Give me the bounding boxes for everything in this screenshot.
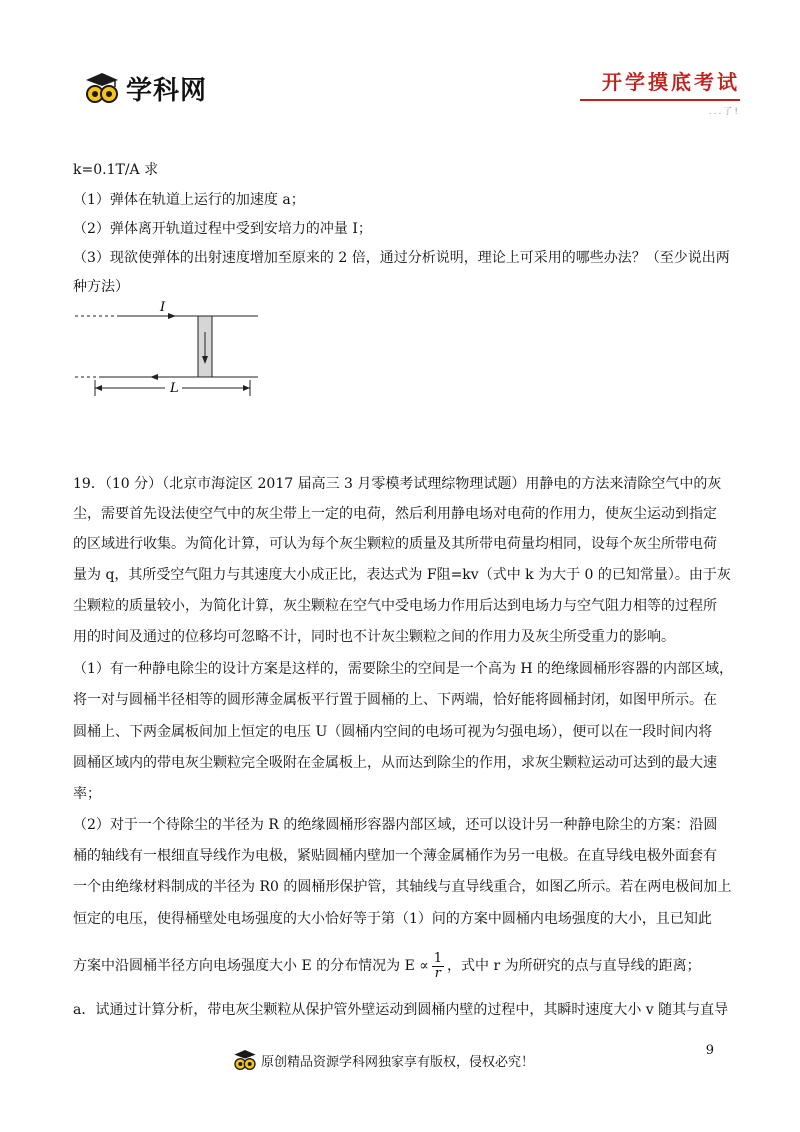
fraction-denominator: r xyxy=(434,965,441,981)
q19-part2-3: 一个由绝缘材料制成的半径为 R0 的圆桶形保护管，其轴线与直导线重合，如图乙所示。若在两电极间加上 xyxy=(73,879,732,895)
q19-intro-5: 尘颗粒的质量较小，为简化计算，灰尘颗粒在空气中受电场力作用后达到电场力与空气阻力相等的过程所 xyxy=(73,598,717,614)
q19-part1-4: 圆桶区域内的带电灰尘颗粒完全吸附在金属板上，从而达到除尘的作用，求灰尘颗粒运动可达到的最大速 xyxy=(73,755,717,771)
logo-text: 学科网 xyxy=(126,75,208,106)
fraction-numerator: 1 xyxy=(433,950,442,966)
q18-item-1: （1）弹体在轨道上运行的加速度 a； xyxy=(73,192,305,208)
q18-item-3b: 种方法） xyxy=(73,279,129,295)
length-label: L xyxy=(170,381,179,396)
inverse-r-fraction xyxy=(432,952,444,981)
q19-intro-3: 的区域进行收集。为简化计算，可认为每个灰尘颗粒的质量及其所带电荷量均相同，设每个灰尘所带电荷 xyxy=(73,536,717,552)
badge-divider xyxy=(580,99,740,101)
field-distribution-text: 方案中沿圆桶半径方向电场强度大小 E 的分布情况为 E ∝ xyxy=(73,958,429,974)
rail-figure xyxy=(70,300,270,405)
owl-mascot-icon xyxy=(84,71,120,105)
q19-intro-1: 19．（10 分）（北京市海淀区 2017 届高三 3 月零模考试理综物理试题）用静电的方法来清除空气中的灰 xyxy=(73,476,722,492)
badge-subtitle: ...了! xyxy=(708,107,740,117)
q19-part2-5 xyxy=(73,950,701,982)
q19-intro-4: 量为 q，其所受空气阻力与其速度大小成正比，表达式为 F阻=kv（式中 k 为大于 0 的已知常量）。由于灰 xyxy=(73,567,731,583)
q18-item-2: （2）弹体离开轨道过程中受到安培力的冲量 I； xyxy=(73,221,372,237)
q18-k-line: k=0.1T/A 求 xyxy=(73,162,159,178)
site-logo xyxy=(84,70,207,106)
q19-intro-6: 用的时间及通过的位移均可忽略不计，同时也不计灰尘颗粒之间的作用力及灰尘所受重力的影响。 xyxy=(73,629,675,645)
q19-part2-2: 桶的轴线有一根细直导线作为电极，紧贴圆桶内壁加一个薄金属桶作为另一电极。在直导线电极外面套有 xyxy=(73,848,717,864)
page-number: 9 xyxy=(705,1043,714,1058)
q19-part1-5: 率； xyxy=(73,786,101,802)
badge-title: 开学摸底考试 xyxy=(602,70,740,94)
field-distribution-tail: ，式中 r 为所研究的点与直导线的距离； xyxy=(447,958,701,974)
q19-part1-1: （1）有一种静电除尘的设计方案是这样的，需要除尘的空间是一个高为 H 的绝缘圆桶形容器的内部区域， xyxy=(73,661,734,677)
q19-part1-2: 将一对与圆桶半径相等的圆形薄金属板平行置于圆桶的上、下两端，恰好能将圆桶封闭，如图甲所示。在 xyxy=(73,692,717,708)
q19-part-a-1: a．试通过计算分析，带电灰尘颗粒从保护管外壁运动到圆桶内壁的过程中，其瞬时速度大小 v 随其与直导 xyxy=(73,1002,729,1018)
footer-copyright xyxy=(233,1048,534,1072)
owl-mascot-icon xyxy=(233,1048,257,1072)
q19-intro-2: 尘，需要首先设法使空气中的灰尘带上一定的电荷，然后利用静电场对电荷的作用力，使灰尘运动到指定 xyxy=(73,506,717,522)
footer-text: 原创精品资源学科网独家享有版权，侵权必究！ xyxy=(261,1054,535,1070)
current-label: I xyxy=(160,300,166,315)
q19-part2-4: 恒定的电压，使得桶壁处电场强度的大小恰好等于第（1）问的方案中圆桶内电场强度的大小，且已知此 xyxy=(73,911,712,927)
q19-part2-1: （2）对于一个待除尘的半径为 R 的绝缘圆桶形容器内部区域，还可以设计另一种静电除尘的方案：沿圆 xyxy=(73,817,718,833)
header-badge xyxy=(580,66,740,117)
q19-part1-3: 圆桶上、下两金属板间加上恒定的电压 U（圆桶内空间的电场可视为匀强电场），便可以在一段时间内将 xyxy=(73,724,713,740)
q18-item-3a: （3）现欲使弹体的出射速度增加至原来的 2 倍，通过分析说明，理论上可采用的哪些办法？（至少说出两 xyxy=(73,250,730,266)
